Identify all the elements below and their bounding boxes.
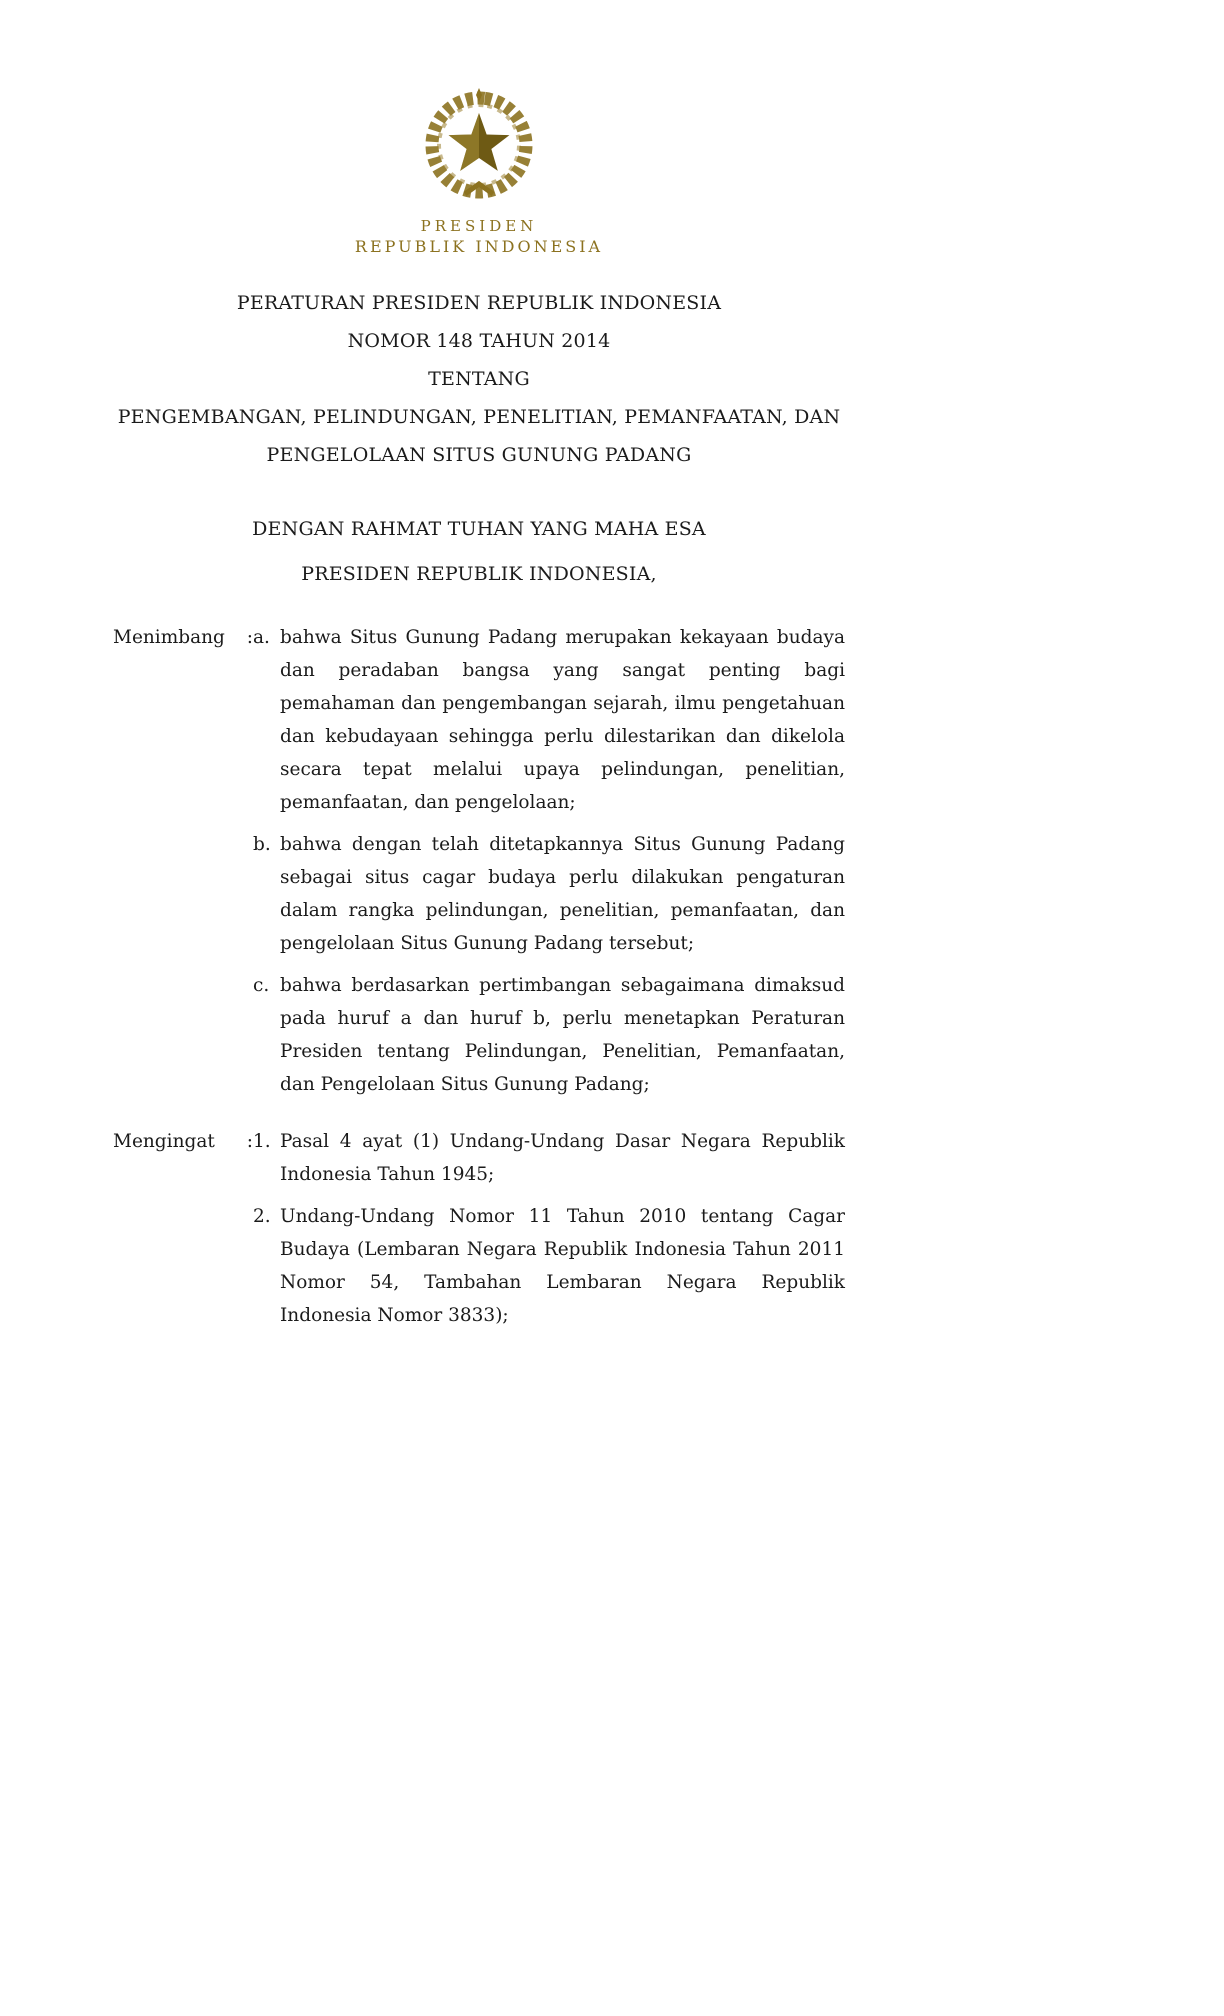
clause-menimbang-label: Menimbang: [113, 627, 225, 648]
emblem-caption: [355, 216, 603, 258]
title-line-1: PERATURAN PRESIDEN REPUBLIK INDONESIA: [236, 292, 722, 314]
presidential-emblem: [113, 0, 845, 258]
item-text: Undang-Undang Nomor 11 Tahun 2010 tentang Cagar Budaya (Lembaran Negara Republik Indonesia Tahun 2011 Nomor 54, Tambahan Lembaran Negara Republik Indonesia Nomor 3833);: [280, 1206, 845, 1326]
title-line-5: PENGELOLAAN SITUS GUNUNG PADANG: [266, 444, 692, 466]
clause-mengingat-colon: :: [246, 1131, 253, 1152]
clause-mengingat-label-col: [113, 1125, 253, 1332]
clause-menimbang-items: [253, 621, 845, 1101]
item-marker: 1.: [253, 1131, 271, 1152]
clause-mengingat: [113, 1125, 845, 1332]
clause-menimbang-label-col: [113, 621, 253, 1101]
item-text: bahwa berdasarkan pertimbangan sebagaimana dimaksud pada huruf a dan huruf b, perlu menetapkan Peraturan Presiden tentang Pelindungan, Penelitian, Pemanfaatan, dan Pengelolaan Situs Gunung Padang;: [280, 975, 845, 1095]
preamble: [113, 507, 845, 597]
list-item: [253, 621, 845, 819]
clause-mengingat-items: [253, 1125, 845, 1332]
title-line-3: TENTANG: [428, 368, 530, 390]
list-item: [253, 1200, 845, 1332]
title-line-2: NOMOR 148 TAHUN 2014: [347, 330, 611, 352]
clause-menimbang-colon: :: [246, 627, 253, 648]
clause-mengingat-label: Mengingat: [113, 1131, 215, 1152]
item-marker: 2.: [253, 1206, 271, 1227]
item-marker: c.: [253, 975, 270, 996]
item-marker: b.: [253, 834, 271, 855]
star-wreath-icon: [418, 82, 540, 208]
title-line-4: PENGEMBANGAN, PELINDUNGAN, PENELITIAN, PEMANFAATAN, DAN: [117, 406, 841, 428]
item-text: Pasal 4 ayat (1) Undang-Undang Dasar Negara Republik Indonesia Tahun 1945;: [280, 1131, 845, 1185]
regulation-title: [113, 284, 845, 474]
list-item: [253, 828, 845, 960]
document-page: [113, 0, 845, 2016]
preamble-line-1: DENGAN RAHMAT TUHAN YANG MAHA ESA: [252, 518, 706, 540]
clause-menimbang: [113, 621, 845, 1101]
emblem-caption-line1: PRESIDEN: [420, 217, 538, 235]
item-marker: a.: [253, 627, 270, 648]
list-item: [253, 969, 845, 1101]
item-text: bahwa dengan telah ditetapkannya Situs Gunung Padang sebagai situs cagar budaya perlu dilakukan pengaturan dalam rangka pelindungan, penelitian, pemanfaatan, dan pengelolaan Situs Gunung Padang tersebut;: [280, 834, 845, 954]
list-item: [253, 1125, 845, 1191]
item-text: bahwa Situs Gunung Padang merupakan kekayaan budaya dan peradaban bangsa yang sangat penting bagi pemahaman dan pengembangan sejarah, ilmu pengetahuan dan kebudayaan sehingga perlu dilestarikan dan dikelola secara tepat melalui upaya pelindungan, penelitian, pemanfaatan, dan pengelolaan;: [280, 627, 845, 813]
preamble-line-2: PRESIDEN REPUBLIK INDONESIA,: [301, 563, 657, 585]
emblem-caption-line2: REPUBLIK INDONESIA: [354, 237, 604, 256]
